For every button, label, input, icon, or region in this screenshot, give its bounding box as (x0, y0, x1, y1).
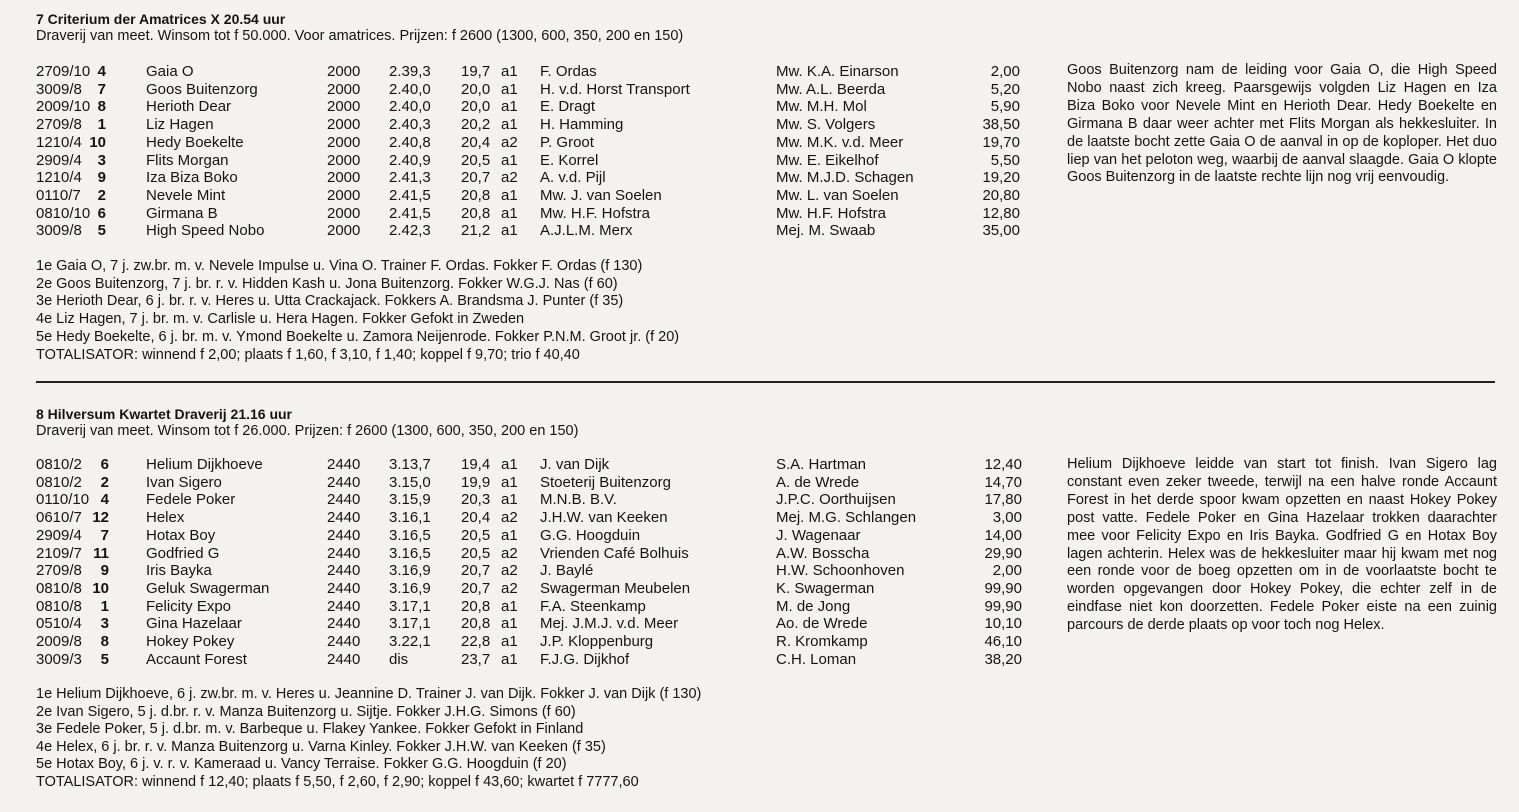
cell-driver: Mw. E. Eikelhof (776, 151, 879, 169)
cell-start: a1 (501, 456, 518, 473)
cell-start: a2 (501, 509, 518, 527)
cell-km: 23,7 (461, 650, 491, 668)
cell-date: 0510/4 (36, 615, 82, 633)
cell-date: 1210/4 (36, 133, 82, 151)
cell-start: a1 (501, 650, 518, 668)
cell-owner: F.A. Steenkamp (540, 597, 646, 615)
cell-num: 12 (92, 509, 109, 527)
cell-km: 20,8 (461, 186, 491, 204)
cell-dist: 2440 (327, 491, 361, 509)
cell-driver: A.W. Bosscha (776, 544, 870, 562)
cell-num: 1 (100, 597, 109, 615)
cell-name: Iza Biza Boko (146, 169, 238, 187)
race-report-text: Helium Dijkhoeve leidde van start tot finish. Ivan Sigero lag constant even zeker tweede, terwijl na een halve ronde Accaunt Forest in het derde spoor kwam opzetten en naast Hokey Pokey post vatte. Fedele Poker en Gina Hazelaar trokken daarachter mee voor Felicity Expo en Iris Bayka. Godfried G en Hotax Boy lagen achterin. Helex was de hekkesluiter maar hij kwam met nog een ronde voor de boeg opzetten om in de voorlaatste bocht te worden opgevangen door Hokey Pokey, die echter zelf in de eindfase niet kon doorzetten. Fedele Poker eiste na een zuinig parcours de derde plaats op voor toch nog Helex. (1067, 456, 1497, 634)
cell-dist: 2000 (327, 133, 361, 151)
placing-line: 2e Ivan Sigero, 5 j. d.br. r. v. Manza Buitenzorg u. Sijtje. Fokker J.H.G. Simons (f 60) (36, 703, 576, 720)
cell-km: 21,2 (461, 222, 491, 240)
cell-time: 3.22,1 (389, 633, 431, 650)
cell-dist: 2000 (327, 222, 361, 240)
cell-owner: F.J.G. Dijkhof (540, 650, 630, 668)
cell-date: 2109/7 (36, 544, 82, 562)
totalisator-line: TOTALISATOR: winnend f 2,00; plaats f 1,60, f 3,10, f 1,40; koppel f 9,70; trio f 40,40 (36, 346, 580, 363)
cell-start: a2 (501, 169, 518, 187)
cell-date: 3009/8 (36, 222, 82, 240)
cell-time: 3.15,9 (389, 491, 431, 509)
cell-start: a2 (501, 544, 518, 562)
race-report (1067, 62, 1497, 187)
cell-name: Liz Hagen (146, 116, 214, 134)
cell-time: 2.42,3 (389, 222, 431, 240)
cell-num: 10 (89, 133, 106, 151)
race-conditions: Draverij van meet. Winsom tot f 26.000. Prijzen: f 2600 (1300, 600, 350, 200 en 150) (36, 423, 579, 439)
cell-date: 2709/8 (36, 562, 82, 580)
cell-km: 20,4 (461, 133, 491, 151)
cell-name: Herioth Dear (146, 98, 232, 116)
cell-name: Accaunt Forest (146, 650, 247, 668)
cell-start: a1 (501, 473, 518, 491)
cell-odds: 2,00 (992, 562, 1022, 580)
cell-date: 3009/3 (36, 650, 82, 668)
cell-owner: J.P. Kloppenburg (540, 633, 654, 650)
cell-odds: 12,80 (982, 204, 1020, 222)
cell-driver: H.W. Schoonhoven (776, 562, 905, 580)
cell-dist: 2000 (327, 151, 361, 169)
cell-num: 1 (97, 116, 106, 134)
cell-date: 2709/8 (36, 116, 82, 134)
cell-date: 0110/7 (36, 186, 81, 204)
cell-start: a1 (501, 116, 518, 134)
placing-line: 1e Gaia O, 7 j. zw.br. m. v. Nevele Impulse u. Vina O. Trainer F. Ordas. Fokker F. Ordas (f 130) (36, 258, 643, 274)
cell-name: Felicity Expo (146, 597, 232, 615)
cell-owner: E. Dragt (540, 98, 596, 116)
race-title: 7 Criterium der Amatrices X 20.54 uur (36, 11, 286, 27)
cell-km: 20,7 (461, 579, 491, 597)
cell-odds: 35,00 (982, 222, 1020, 240)
cell-owner: J. van Dijk (540, 456, 610, 473)
cell-km: 20,5 (461, 526, 491, 544)
cell-date: 2909/4 (36, 151, 82, 169)
cell-name: Godfried G (146, 544, 220, 562)
cell-owner: M.N.B. B.V. (540, 491, 617, 509)
cell-odds: 29,90 (984, 544, 1022, 562)
cell-driver: Ao. de Wrede (776, 615, 868, 633)
cell-time: 3.16,5 (389, 526, 431, 544)
cell-km: 20,8 (461, 597, 491, 615)
cell-dist: 2000 (327, 116, 361, 134)
cell-owner: J. Baylé (540, 562, 594, 580)
cell-owner: P. Groot (540, 133, 594, 151)
cell-date: 2909/4 (36, 526, 82, 544)
cell-time: 3.17,1 (389, 615, 431, 633)
cell-dist: 2000 (327, 169, 361, 187)
cell-num: 3 (100, 615, 109, 633)
race-report (1067, 456, 1497, 635)
cell-odds: 5,90 (990, 98, 1020, 116)
cell-start: a1 (501, 222, 518, 240)
cell-time: 3.13,7 (389, 456, 431, 473)
cell-num: 4 (97, 63, 106, 80)
cell-driver: Mw. M.H. Mol (776, 98, 867, 116)
placing-line: 4e Helex, 6 j. br. r. v. Manza Buitenzorg u. Varna Kinley. Fokker J.H.W. van Keeken (f 35) (36, 738, 606, 755)
cell-start: a2 (501, 562, 518, 580)
cell-dist: 2440 (327, 633, 361, 650)
cell-num: 5 (100, 650, 109, 668)
cell-time: 2.40,0 (389, 98, 431, 116)
cell-dist: 2000 (327, 98, 361, 116)
cell-dist: 2440 (327, 579, 361, 597)
cell-owner: F. Ordas (540, 63, 597, 80)
cell-dist: 2440 (327, 597, 361, 615)
cell-date: 2009/10 (36, 98, 91, 116)
cell-name: Nevele Mint (146, 186, 226, 204)
cell-num: 4 (100, 491, 109, 509)
cell-name: Flits Morgan (146, 151, 229, 169)
cell-owner: Swagerman Meubelen (540, 579, 691, 597)
cell-km: 20,5 (461, 151, 491, 169)
cell-name: Gina Hazelaar (146, 615, 242, 633)
cell-num: 6 (100, 456, 109, 473)
cell-driver: Mw. M.K. v.d. Meer (776, 133, 904, 151)
placing-line: 2e Goos Buitenzorg, 7 j. br. r. v. Hidden Kash u. Jona Buitenzorg. Fokker W.G.J. Nas (f 60) (36, 275, 618, 292)
cell-driver: Mw. L. van Soelen (776, 186, 899, 204)
totalisator-line: TOTALISATOR: winnend f 12,40; plaats f 5,50, f 2,60, f 2,90; koppel f 43,60; kwartet f 7777,60 (36, 774, 639, 790)
cell-num: 3 (97, 151, 106, 169)
table-row (0, 633, 1519, 651)
cell-name: Iris Bayka (146, 562, 212, 580)
cell-start: a1 (501, 98, 518, 116)
cell-km: 20,7 (461, 169, 491, 187)
cell-driver: Mw. S. Volgers (776, 116, 876, 134)
cell-date: 2009/8 (36, 633, 82, 650)
cell-km: 20,3 (461, 491, 491, 509)
cell-name: Gaia O (146, 63, 194, 80)
cell-odds: 3,00 (992, 509, 1022, 527)
table-row (0, 222, 1519, 240)
cell-dist: 2440 (327, 456, 361, 473)
cell-driver: Mw. H.F. Hofstra (776, 204, 887, 222)
cell-owner: H. v.d. Horst Transport (540, 80, 690, 98)
cell-num: 7 (97, 80, 106, 98)
cell-date: 2709/10 (36, 63, 91, 80)
placing-line: 3e Fedele Poker, 5 j. d.br. m. v. Barbeque u. Flakey Yankee. Fokker Gefokt in Finland (36, 721, 584, 738)
cell-start: a1 (501, 615, 518, 633)
cell-num: 5 (97, 222, 106, 240)
cell-start: a1 (501, 80, 518, 98)
cell-km: 19,9 (461, 473, 491, 491)
cell-time: 2.39,3 (389, 63, 431, 80)
placing-line: 4e Liz Hagen, 7 j. br. m. v. Carlisle u. Hera Hagen. Fokker Gefokt in Zweden (36, 311, 525, 328)
cell-name: Hotax Boy (146, 526, 216, 544)
cell-odds: 17,80 (984, 491, 1022, 509)
cell-start: a1 (501, 491, 518, 509)
cell-driver: Mej. M. Swaab (776, 222, 876, 240)
cell-owner: J.H.W. van Keeken (540, 509, 668, 527)
cell-dist: 2440 (327, 650, 361, 668)
cell-dist: 2440 (327, 615, 361, 633)
cell-driver: R. Kromkamp (776, 633, 868, 650)
cell-name: Helex (146, 509, 185, 527)
cell-num: 8 (97, 98, 106, 116)
cell-owner: Mw. J. van Soelen (540, 186, 662, 204)
cell-odds: 2,00 (990, 63, 1020, 80)
cell-num: 2 (100, 473, 109, 491)
cell-driver: Mw. M.J.D. Schagen (776, 169, 914, 187)
cell-owner: H. Hamming (540, 116, 624, 134)
cell-date: 0810/10 (36, 204, 91, 222)
cell-num: 9 (97, 169, 106, 187)
cell-dist: 2440 (327, 562, 361, 580)
cell-dist: 2000 (327, 204, 361, 222)
cell-owner: Mej. J.M.J. v.d. Meer (540, 615, 679, 633)
cell-odds: 5,20 (990, 80, 1020, 98)
cell-name: Geluk Swagerman (146, 579, 270, 597)
cell-dist: 2440 (327, 473, 361, 491)
cell-km: 19,7 (461, 63, 491, 80)
cell-owner: A.J.L.M. Merx (540, 222, 633, 240)
race-report-text: Goos Buitenzorg nam de leiding voor Gaia O, die High Speed Nobo naast zich kreeg. Paarsgewijs volgden Liz Hagen en Iza Biza Boko voor Nevele Mint en Herioth Dear. Hedy Boekelte en Girmana B daar weer achter met Flits Morgan als hekkesluiter. In de laatste bocht zette Gaia O de aanval in op de koploper. Het duo liep van het peloton weg, waarbij de aanval slaagde. Gaia O klopte Goos Buitenzorg in de laatste rechte lijn nog vrij eenvoudig. (1067, 62, 1497, 186)
race-conditions: Draverij van meet. Winsom tot f 50.000. Voor amatrices. Prijzen: f 2600 (1300, 600, 350, 200 en 150) (36, 28, 684, 44)
cell-driver: S.A. Hartman (776, 456, 867, 473)
cell-name: Hokey Pokey (146, 633, 235, 650)
cell-date: 0810/8 (36, 579, 82, 597)
cell-name: Helium Dijkhoeve (146, 456, 263, 473)
cell-time: 2.41,5 (389, 186, 431, 204)
cell-num: 7 (100, 526, 109, 544)
cell-driver: K. Swagerman (776, 579, 875, 597)
cell-date: 3009/8 (36, 80, 82, 98)
cell-km: 20,0 (461, 98, 491, 116)
cell-start: a1 (501, 633, 518, 650)
cell-owner: G.G. Hoogduin (540, 526, 641, 544)
cell-odds: 19,70 (982, 133, 1020, 151)
cell-time: 2.40,8 (389, 133, 431, 151)
cell-date: 0810/8 (36, 597, 82, 615)
cell-odds: 14,00 (984, 526, 1022, 544)
cell-name: High Speed Nobo (146, 222, 265, 240)
cell-km: 20,0 (461, 80, 491, 98)
cell-km: 20,8 (461, 615, 491, 633)
table-row (0, 205, 1519, 223)
cell-dist: 2000 (327, 63, 361, 80)
cell-num: 10 (92, 579, 109, 597)
cell-time: 2.40,9 (389, 151, 431, 169)
cell-km: 20,2 (461, 116, 491, 134)
cell-time: 3.15,0 (389, 473, 431, 491)
cell-start: a1 (501, 204, 518, 222)
cell-odds: 19,20 (982, 169, 1020, 187)
cell-num: 9 (100, 562, 109, 580)
cell-date: 0110/10 (36, 491, 90, 509)
cell-odds: 38,20 (984, 650, 1022, 668)
placing-line: 1e Helium Dijkhoeve, 6 j. zw.br. m. v. Heres u. Jeannine D. Trainer J. van Dijk. Fokker J. van Dijk (f 130) (36, 686, 702, 702)
cell-owner: Stoeterij Buitenzorg (540, 473, 671, 491)
cell-dist: 2440 (327, 509, 361, 527)
cell-time: 2.41,3 (389, 169, 431, 187)
cell-start: a1 (501, 526, 518, 544)
cell-km: 22,8 (461, 633, 491, 650)
cell-owner: Vrienden Café Bolhuis (540, 544, 689, 562)
cell-start: a1 (501, 151, 518, 169)
cell-odds: 46,10 (984, 633, 1022, 650)
cell-dist: 2000 (327, 80, 361, 98)
cell-date: 0810/2 (36, 473, 82, 491)
cell-time: 2.41,5 (389, 204, 431, 222)
cell-time: 3.16,9 (389, 579, 431, 597)
cell-odds: 99,90 (984, 597, 1022, 615)
placing-line: 5e Hedy Boekelte, 6 j. br. m. v. Ymond Boekelte u. Zamora Neijenrode. Fokker P.N.M. Groot jr. (f 20) (36, 328, 680, 345)
cell-driver: Mej. M.G. Schlangen (776, 509, 917, 527)
cell-time: 3.16,5 (389, 544, 431, 562)
cell-time: 2.40,0 (389, 80, 431, 98)
cell-date: 0810/2 (36, 456, 82, 473)
cell-start: a1 (501, 597, 518, 615)
cell-km: 20,4 (461, 509, 491, 527)
cell-name: Ivan Sigero (146, 473, 222, 491)
cell-driver: A. de Wrede (776, 473, 860, 491)
cell-odds: 5,50 (990, 151, 1020, 169)
cell-name: Goos Buitenzorg (146, 80, 258, 98)
cell-start: a2 (501, 133, 518, 151)
cell-name: Fedele Poker (146, 491, 236, 509)
cell-driver: Mw. A.L. Beerda (776, 80, 886, 98)
cell-time: 3.16,9 (389, 562, 431, 580)
cell-owner: A. v.d. Pijl (540, 169, 606, 187)
cell-dist: 2000 (327, 186, 361, 204)
cell-km: 20,7 (461, 562, 491, 580)
table-row (0, 187, 1519, 205)
table-row (0, 651, 1519, 669)
cell-time: 3.17,1 (389, 597, 431, 615)
cell-start: a1 (501, 63, 518, 80)
cell-num: 2 (97, 186, 106, 204)
cell-driver: Mw. K.A. Einarson (776, 63, 899, 80)
cell-driver: M. de Jong (776, 597, 851, 615)
cell-km: 20,5 (461, 544, 491, 562)
cell-driver: J.P.C. Oorthuijsen (776, 491, 896, 509)
cell-start: a2 (501, 579, 518, 597)
cell-driver: J. Wagenaar (776, 526, 861, 544)
cell-owner: E. Korrel (540, 151, 599, 169)
cell-odds: 10,10 (984, 615, 1022, 633)
cell-dist: 2440 (327, 544, 361, 562)
cell-name: Girmana B (146, 204, 218, 222)
cell-num: 6 (97, 204, 106, 222)
cell-num: 11 (93, 544, 109, 562)
placing-line: 5e Hotax Boy, 6 j. v. r. v. Kameraad u. Vancy Terraise. Fokker G.G. Hoogduin (f 20) (36, 756, 567, 773)
cell-owner: Mw. H.F. Hofstra (540, 204, 651, 222)
cell-dist: 2440 (327, 526, 361, 544)
cell-start: a1 (501, 186, 518, 204)
cell-km: 20,8 (461, 204, 491, 222)
cell-time: 2.40,3 (389, 116, 431, 134)
cell-name: Hedy Boekelte (146, 133, 244, 151)
cell-odds: 99,90 (984, 579, 1022, 597)
cell-odds: 12,40 (984, 456, 1022, 473)
cell-odds: 38,50 (982, 116, 1020, 134)
cell-driver: C.H. Loman (776, 650, 857, 668)
race-title: 8 Hilversum Kwartet Draverij 21.16 uur (36, 406, 293, 422)
placing-line: 3e Herioth Dear, 6 j. br. r. v. Heres u. Utta Crackajack. Fokkers A. Brandsma J. Punter (f 35) (36, 293, 624, 310)
cell-num: 8 (100, 633, 109, 650)
cell-time: dis (389, 650, 409, 668)
cell-date: 0610/7 (36, 509, 82, 527)
section-divider (36, 381, 1495, 383)
cell-km: 19,4 (461, 456, 491, 473)
cell-odds: 20,80 (982, 186, 1020, 204)
cell-odds: 14,70 (984, 473, 1022, 491)
cell-date: 1210/4 (36, 169, 82, 187)
cell-time: 3.16,1 (389, 509, 431, 527)
